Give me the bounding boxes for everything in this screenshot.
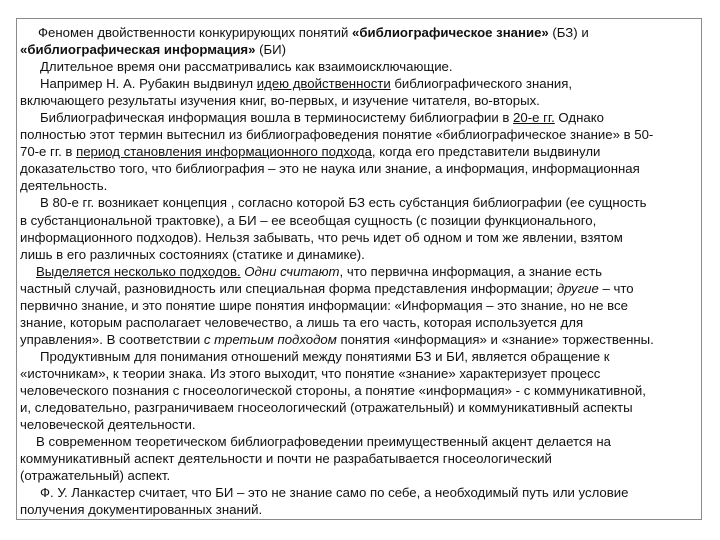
paragraph-6-line-5	[20, 331, 700, 348]
paragraph-9-line-1: Ф. У. Ланкастер считает, что БИ – это не знание само по себе, а необходимый путь или условие	[40, 485, 629, 501]
text-run: Например Н. А. Рубакин выдвинул	[40, 76, 257, 92]
text-run: управления». В соответствии	[20, 331, 204, 347]
underlined-phrase: Выделяется несколько подходов.	[36, 263, 241, 279]
paragraph-5-line-3: информационного подходов). Нельзя забывать, что речь идет об одном и том же явлении, взятом	[20, 229, 623, 245]
term-bibliographic-knowledge: «библиографическое знание»	[352, 25, 549, 40]
text-run: 70-е гг. в	[20, 144, 77, 160]
paragraph-8-line-2: коммуникативный аспект деятельности и почти не разрабатывается гносеологический	[20, 451, 552, 467]
paragraph-5-line-1: В 80-е гг. возникает концепция , согласно которой БЗ есть субстанция библиографии (ее сущность	[40, 195, 647, 211]
text-run: Феномен двойственности конкурирующих понятий	[38, 25, 353, 40]
paragraph-9-line-2: получения документированных знаний.	[20, 502, 263, 518]
paragraph-3-line-2: включающего результаты изучения книг, во-первых, и изучение читателя, во-вторых.	[20, 93, 540, 109]
paragraph-2: Длительное время они рассматривались как взаимоисключающие.	[40, 59, 453, 75]
paragraph-8-line-1: В современном теоретическом библиографоведении преимущественный акцент делается на	[36, 434, 611, 450]
paragraph-4-line-1	[20, 109, 700, 126]
paragraph-6-line-2	[20, 280, 700, 297]
text-run: Однако	[554, 110, 604, 126]
text-run: , когда его представители выдвинули	[371, 144, 601, 160]
paragraph-3-line-1	[20, 75, 700, 92]
text-run: (БЗ) и	[548, 25, 589, 40]
paragraph-8-line-3: (отражательный) аспект.	[20, 468, 171, 484]
paragraph-7-line-1: Продуктивным для понимания отношений между понятиями БЗ и БИ, является обращение к	[40, 348, 610, 364]
paragraph-6-line-1	[20, 263, 700, 280]
paragraph-1-line-2	[20, 41, 700, 58]
text-run: частный случай, разновидность или специальная форма представления информации;	[20, 280, 557, 296]
paragraph-5-line-4: лишь в его различных состояниях (статике и динамике).	[20, 246, 365, 262]
italic-phrase: другие	[556, 280, 599, 296]
italic-phrase: с третьим подходом	[203, 331, 337, 347]
underlined-phrase: идею двойственности	[256, 76, 391, 92]
text-run: библиографического знания,	[390, 76, 573, 92]
text-run: , что первична информация, а знание есть	[339, 263, 603, 279]
document-body	[20, 24, 700, 518]
paragraph-4-line-3	[20, 143, 700, 160]
italic-phrase: Одни считают	[244, 263, 340, 279]
paragraph-7-line-2: «источникам», к теории знака. Из этого выходит, что понятие «знание» характеризует процесс	[20, 365, 601, 381]
text-run: Библиографическая информация вошла в терминосистему библиографии в	[40, 110, 514, 126]
text-run: (БИ)	[255, 42, 287, 58]
paragraph-6-line-4: знание, которым располагает человечество, а лишь та его часть, которая используется для	[20, 314, 584, 330]
paragraph-5-line-2: в субстанциональной трактовке), а БИ – ее всеобщая сущность (с позиции функционального,	[20, 212, 597, 228]
paragraph-6-line-3: первично знание, и это понятие шире понятия информации: «Информация – это знание, но не все	[20, 297, 628, 313]
paragraph-4-line-2: полностью этот термин вытеснил из библиографоведения понятие «библиографическое знание» в 50-	[20, 127, 654, 143]
underlined-phrase: период становления информационного подхода	[76, 144, 372, 160]
text-run: понятия «информация» и «знание» торжественны.	[336, 331, 654, 347]
paragraph-7-line-3: человеческого познания с гносеологической стороны, а понятие «информация» - с коммуникативной,	[20, 382, 646, 398]
paragraph-7-line-5: человеческой деятельности.	[20, 417, 196, 433]
paragraph-1-line-1	[20, 24, 700, 41]
paragraph-7-line-4: и, следовательно, разграничиваем гносеологический (отражательный) и коммуникативный аспекты	[20, 400, 633, 416]
paragraph-4-line-4: доказательство того, что библиография – это не наука или знание, а информация, информационная	[20, 161, 640, 177]
text-run: – что	[598, 280, 634, 296]
paragraph-4-line-5: деятельность.	[20, 178, 108, 194]
underlined-phrase: 20-е гг.	[513, 110, 555, 126]
term-bibliographic-information: «библиографическая информация»	[20, 42, 256, 58]
